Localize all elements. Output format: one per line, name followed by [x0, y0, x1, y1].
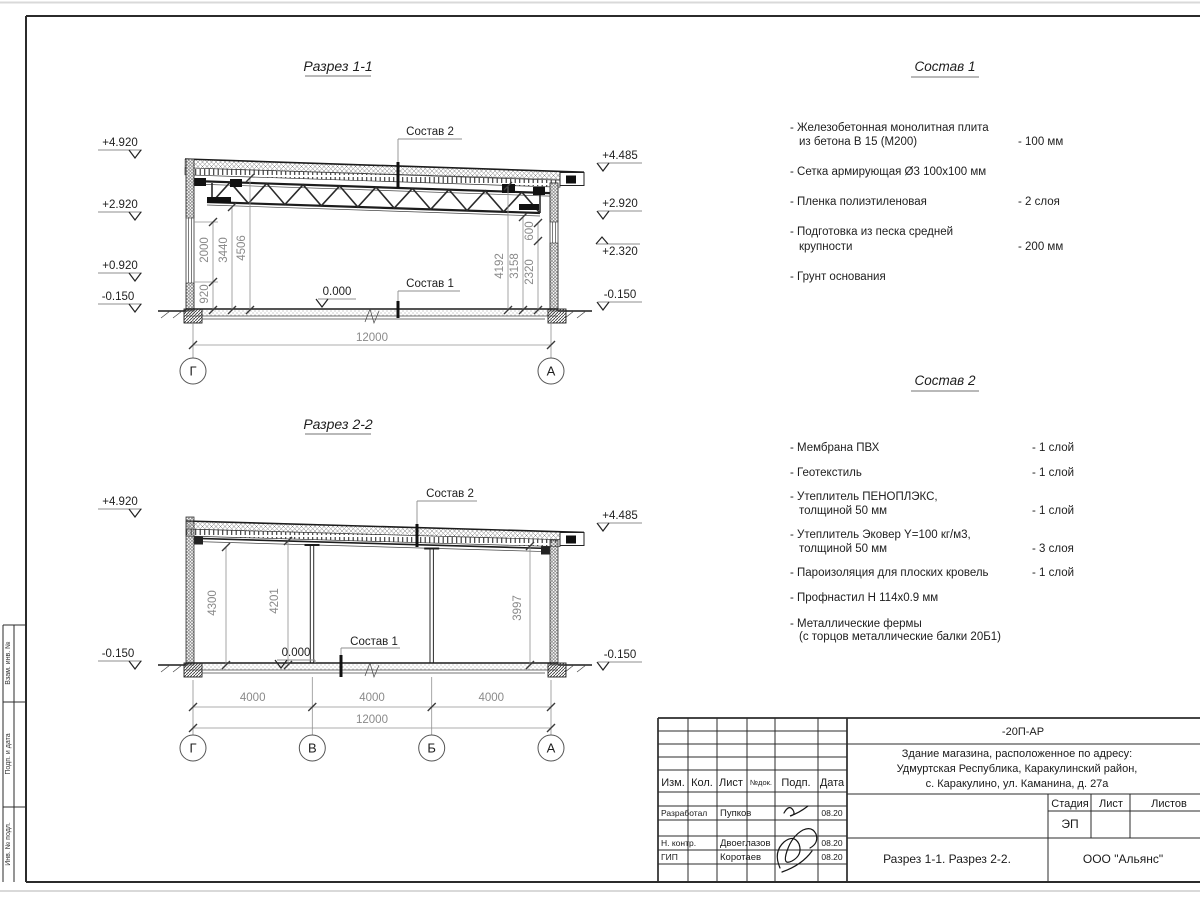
sostav1-item: - Железобетонная монолитная плита — [790, 122, 989, 134]
title-block — [658, 718, 1200, 882]
sostav1-title: Состав 1 — [914, 59, 976, 74]
sostav2-value: - 1 слой — [1032, 467, 1075, 479]
sostav2-value: - 1 слой — [1032, 505, 1075, 517]
dim-4000-3: 4000 — [478, 692, 505, 704]
axis-a: А — [546, 363, 556, 379]
sostav2-item: (с торцов металлические балки 20Б1) — [799, 631, 1001, 643]
col-izm: Изм. — [661, 777, 685, 789]
leader2-sostav2-label: Состав 2 — [426, 488, 474, 500]
col-podp: Подп. — [781, 777, 811, 789]
leader2-sostav1-label: Состав 1 — [350, 636, 398, 648]
section1-elevations — [98, 137, 642, 312]
eaves-bracket — [541, 547, 550, 555]
sostav1-item: из бетона В 15 (М200) — [799, 136, 918, 148]
sostav1-item: - Подготовка из песка средней — [790, 226, 954, 238]
section2-floor — [158, 663, 592, 677]
sostav2-item: - Геотекстиль — [790, 467, 862, 479]
sostav2-value: - 1 слой — [1032, 442, 1075, 454]
axis2-b: Б — [427, 740, 436, 756]
dim2-12000: 12000 — [356, 714, 388, 726]
elev-4920: +4.920 — [102, 137, 138, 149]
footing — [548, 663, 566, 677]
section1-dims-left — [194, 174, 254, 314]
object-line3: с. Каракулино, ул. Каманина, д. 27а — [925, 778, 1109, 790]
row-role: Н. контр. — [661, 838, 697, 848]
dim-4192: 4192 — [494, 253, 506, 279]
elev2-4920: +4.920 — [102, 496, 138, 508]
axis2-g: Г — [189, 740, 197, 756]
elev-0920: +0.920 — [102, 260, 138, 272]
elev2-m0150-r: -0.150 — [603, 649, 637, 661]
elev-4485: +4.485 — [602, 150, 638, 162]
dim-4506: 4506 — [236, 235, 248, 261]
sostav2-list — [790, 373, 1074, 643]
object-line2: Удмуртская Республика, Каракулинский район, — [896, 763, 1138, 775]
dim-4000-1: 4000 — [239, 692, 266, 704]
col-kol: Кол. — [691, 777, 713, 789]
dim-2320: 2320 — [524, 259, 536, 285]
dim-4201: 4201 — [269, 588, 281, 614]
sostav2-value: - 1 слой — [1032, 567, 1075, 579]
dim-3440: 3440 — [218, 237, 230, 263]
section1-leaders — [398, 126, 462, 318]
elev2-m0150-l: -0.150 — [101, 648, 135, 660]
side-label-inv: Инв. № подл. — [5, 822, 12, 866]
row-role: Разработал — [661, 808, 708, 818]
section2-dims-v — [207, 537, 534, 669]
sostav2-item: - Металлические фермы — [790, 618, 922, 630]
object-line1: Здание магазина, расположенное по адресу: — [901, 748, 1133, 760]
dim-2000: 2000 — [199, 237, 211, 263]
sostav1-value: - 200 мм — [1018, 241, 1064, 253]
sostav1-value: - 2 слоя — [1018, 196, 1060, 208]
dim-4000-2: 4000 — [359, 692, 385, 704]
sostav2-item: толщиной 50 мм — [799, 505, 888, 517]
elev-2920-r: +2.920 — [602, 198, 638, 210]
footing — [184, 663, 202, 677]
elev-m0150-r: -0.150 — [603, 289, 637, 301]
sostav1-value: - 100 мм — [1018, 136, 1064, 148]
row-date: 08.20 — [821, 808, 843, 818]
dim-600: 600 — [524, 221, 536, 241]
leader-sostav2-label: Состав 2 — [406, 126, 454, 138]
axis2-a: А — [546, 740, 556, 756]
sostav2-item: толщиной 50 мм — [799, 543, 888, 555]
row-name: Двоеглазов — [720, 838, 771, 849]
section-1-1 — [98, 58, 642, 384]
sheets-label: Листов — [1151, 798, 1187, 810]
dim-920: 920 — [199, 284, 211, 304]
sostav1-item: - Грунт основания — [790, 271, 886, 283]
axis-g: Г — [189, 363, 197, 379]
elev-2320: +2.320 — [602, 246, 638, 258]
side-label-podp: Подп. и дата — [5, 733, 12, 775]
section2-title: Разрез 2-2 — [303, 416, 373, 432]
doc-code: -20П-АР — [1001, 726, 1045, 738]
sostav1-item: - Пленка полиэтиленовая — [790, 196, 927, 208]
truss-bearing-pad — [519, 204, 539, 210]
section-2-2 — [98, 416, 642, 761]
sostav2-item: - Мембрана ПВХ — [790, 442, 880, 454]
sostav1-item: - Сетка армирующая Ø3 100х100 мм — [790, 166, 987, 178]
sostav1-list — [790, 59, 1063, 283]
sostav1-item: крупности — [799, 241, 853, 253]
elev-m0150-l: -0.150 — [101, 291, 135, 303]
side-label-vzam: Взам. инв. № — [5, 641, 12, 685]
elev2-zero: 0.000 — [281, 647, 311, 659]
elev-zero: 0.000 — [322, 286, 352, 298]
column-b — [430, 549, 433, 664]
truss-bearing-pad — [230, 179, 242, 187]
sheet-label: Лист — [1099, 798, 1123, 810]
section1-floor — [158, 309, 592, 323]
col-data: Дата — [819, 777, 845, 789]
column-v — [310, 545, 313, 663]
row-role: ГИП — [661, 852, 678, 862]
doc-title: Разрез 1-1. Разрез 2-2. — [883, 852, 1011, 866]
sostav2-item: - Профнастил Н 114х0.9 мм — [790, 592, 939, 604]
section1-dims-right — [494, 182, 542, 314]
dim-3158: 3158 — [509, 253, 521, 279]
dim-4300: 4300 — [207, 590, 219, 616]
truss-bearing-pad — [533, 187, 545, 195]
section1-title: Разрез 1-1 — [303, 58, 373, 74]
col-list: Лист — [719, 777, 743, 789]
company-name: ООО "Альянс" — [1082, 852, 1164, 866]
leader-sostav1-label: Состав 1 — [406, 278, 454, 290]
row-name: Коротаев — [720, 852, 762, 863]
truss-bearing-pad — [207, 197, 231, 203]
section1-bottom-dims — [180, 318, 564, 384]
side-stamp — [3, 625, 26, 882]
sostav2-item: - Утеплитель Эковер Y=100 кг/м3, — [790, 529, 971, 541]
sostav2-item: - Пароизоляция для плоских кровель — [790, 567, 989, 579]
signature — [784, 806, 808, 816]
row-date: 08.20 — [821, 838, 843, 848]
row-name: Пупков — [720, 808, 752, 819]
section2-leaders — [341, 488, 477, 677]
eaves-bracket — [194, 537, 203, 545]
stage-label: Стадия — [1051, 798, 1089, 810]
truss-bearing-pad — [194, 178, 206, 186]
dim-12000: 12000 — [356, 332, 388, 344]
section2-roof — [186, 521, 584, 555]
elev2-4485: +4.485 — [602, 510, 638, 522]
dim-3997: 3997 — [512, 595, 524, 621]
axis2-v: В — [307, 740, 317, 756]
sostav2-title: Состав 2 — [914, 373, 976, 388]
row-date: 08.20 — [821, 852, 843, 862]
sostav2-value: - 3 слоя — [1032, 543, 1074, 555]
sostav2-item: - Утеплитель ПЕНОПЛЭКС, — [790, 491, 938, 503]
col-ndok: №док. — [750, 778, 772, 787]
elev-2920-l: +2.920 — [102, 199, 138, 211]
section2-bottom-dims — [180, 677, 564, 761]
stage-value: ЭП — [1061, 817, 1079, 831]
